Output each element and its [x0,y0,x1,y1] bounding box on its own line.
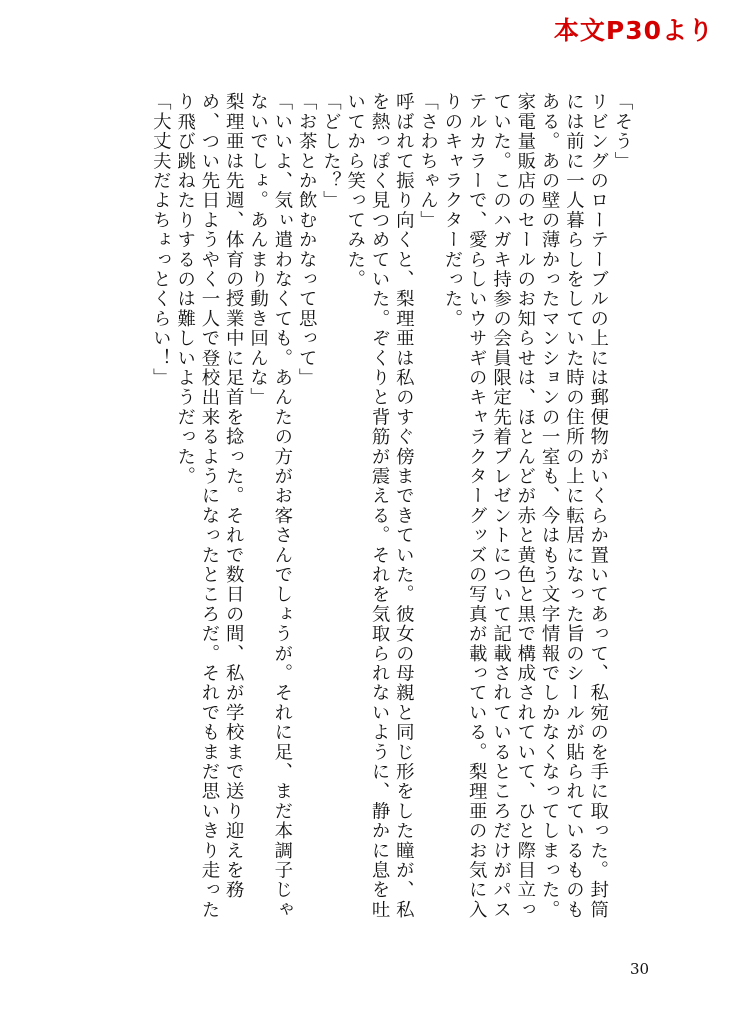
page-number: 30 [630,960,650,978]
paragraph-8: 「いいよ、気ぃ遣わなくても。あんたの方がお客さんでしょうが。それに足、まだ本調子じゃないでしょ。あんまり動き回んな」 [247,92,293,920]
paragraph-9: 梨理亜は先週、体育の授業中に足首を捻った。それで数日の間、私が学校まで送り迎えを務め、つい先日ようやく一人で登校出来るようになったところだ。それでもまだ思いきり走ったり飛び跳ねたりするのは難しいようだった。 [174,92,245,920]
paragraph-2: リビングのローテーブルの上には郵便物がいくらか置いてあって、私宛のを手に取った。封筒には前に一人暮らしをしていた時の住所の上に転居になった旨のシールが貼られているものもある。あの壁の薄かったマンションの一室も、今はもう文字情報でしかなくなってしまった。 [539,92,609,920]
paragraph-6: 「どした？」 [320,92,342,211]
excerpt-label: 本文P30より [553,16,714,45]
novel-body-text [114,92,634,932]
paragraph-5: 呼ばれて振り向くと、梨理亜は私のすぐ傍まできていた。彼女の母親と同じ形をした瞳が、私を熱っぽく見つめていた。ぞくりと背筋が震える。それを気取られないように、静かに息を吐いてから笑ってみた。 [344,92,415,920]
paragraph-4: 「さわちゃん」 [417,92,439,230]
paragraph-7: 「お茶とか飲むかなって思って」 [296,92,318,388]
paragraph-3: 家電量販店のセールのお知らせは、ほとんどが赤と黄色と黒で構成されていて、ひと際目立っていた。このハガキ持参の会員限定先着プレゼントについて記載されているところだけがパステルカラーで、愛らしいウサギのキャラクターグッズの写真が載っている。梨理亜のお気に入りのキャラクターだった。 [441,92,536,920]
paragraph-10: 「大丈夫だよちょっとくらい！」 [150,92,172,388]
paragraph-1: 「そう」 [612,92,633,171]
